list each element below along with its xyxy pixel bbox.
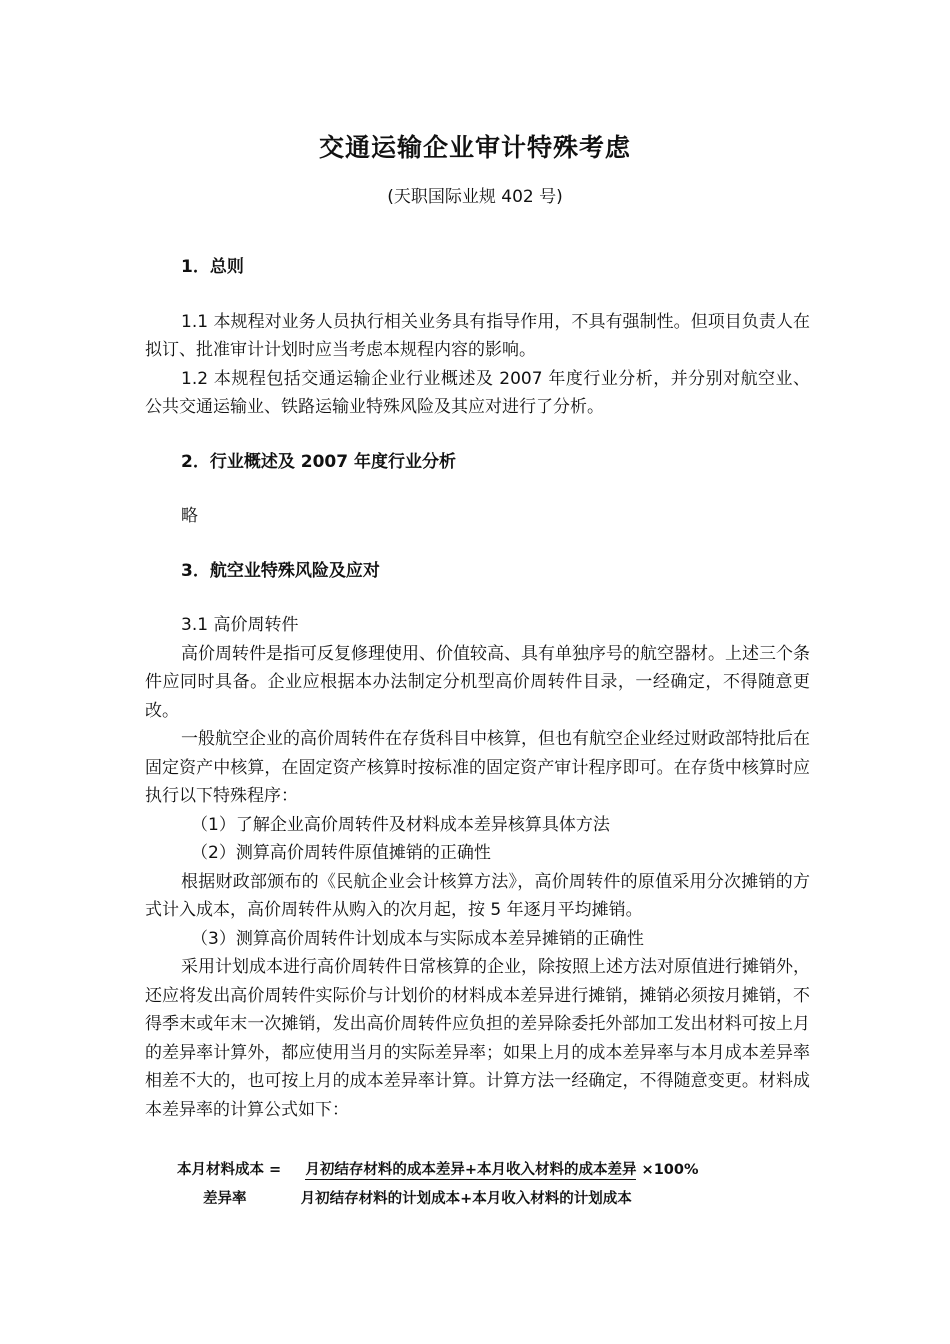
spacer <box>145 282 810 308</box>
list-item: （3）测算高价周转件计划成本与实际成本差异摊销的正确性 <box>191 928 644 949</box>
paragraph: 一般航空企业的高价周转件在存货科目中核算，但也有航空企业经过财政部特批后在固定资产中核算，在固定资产核算时按标准的固定资产审计程序即可。在存货中核算时应执行以下特殊程序： <box>145 729 810 806</box>
formula-lhs: 本月材料成本 = <box>177 1162 282 1178</box>
paragraph: 高价周转件是指可反复修理使用、价值较高、具有单独序号的航空器材。上述三个条件应同时具备。企业应根据本办法制定分机型高价周转件目录，一经确定，不得随意更改。 <box>145 643 810 721</box>
formula-multiplier: ×100% <box>641 1162 699 1178</box>
section-3-heading: 3．航空业特殊风险及应对 <box>181 560 380 581</box>
paragraph: 采用计划成本进行高价周转件日常核算的企业，除按照上述方法对原值进行摊销外，还应将发出高价周转件实际价与计划价的材料成本差异进行摊销，摊销必须按月摊销，不得季末或年末一次摊销，发出高价周转件应负担的差异除委托外部加工发出材料可按上月的差异率计算外，都应使用当月的实际差异率；如果上月的成本差异率与本月成本差异率相差不大的，也可按上月的成本差异率计算。计算方法一经确定，不得随意变更。材料成本差异率的计算公式如下： <box>145 957 810 1120</box>
spacer <box>145 422 810 448</box>
spacer <box>145 531 810 557</box>
formula-numerator: 月初结存材料的成本差异+本月收入材料的成本差异 <box>305 1162 637 1178</box>
list-item: （2）测算高价周转件原值摊销的正确性 <box>191 843 491 863</box>
formula-row-1 <box>177 1158 699 1179</box>
subsection-heading: 3.1 高价周转件 <box>181 615 299 635</box>
document-subtitle: (天职国际业规 402 号) <box>387 187 563 207</box>
document-title: 交通运输企业审计特殊考虑 <box>318 133 631 162</box>
formula-lhs-2: 差异率 <box>203 1191 247 1207</box>
paragraph: 1.1 本规程对业务人员执行相关业务具有指导作用，不具有强制性。但项目负责人在拟订、批准审计计划时应当考虑本规程内容的影响。 <box>145 311 810 360</box>
list-item: （1）了解企业高价周转件及材料成本差异核算具体方法 <box>191 814 610 835</box>
section-1-heading: 1．总则 <box>181 257 244 277</box>
section-2-heading: 2．行业概述及 2007 年度行业分析 <box>181 451 456 472</box>
spacer <box>145 476 810 502</box>
paragraph: 根据财政部颁布的《民航企业会计核算方法》，高价周转件的原值采用分次摊销的方式计入成本，高价周转件从购入的次月起，按 5 年逐月平均摊销。 <box>145 871 810 920</box>
paragraph: 略 <box>181 506 198 526</box>
formula-denominator: 月初结存材料的计划成本+本月收入材料的计划成本 <box>300 1191 632 1207</box>
formula-row-2 <box>203 1187 632 1208</box>
spacer <box>145 585 810 611</box>
document-body <box>145 253 810 1124</box>
paragraph: 1.2 本规程包括交通运输企业行业概述及 2007 年度行业分析，并分别对航空业、公共交通运输业、铁路运输业特殊风险及其应对进行了分析。 <box>145 368 810 417</box>
